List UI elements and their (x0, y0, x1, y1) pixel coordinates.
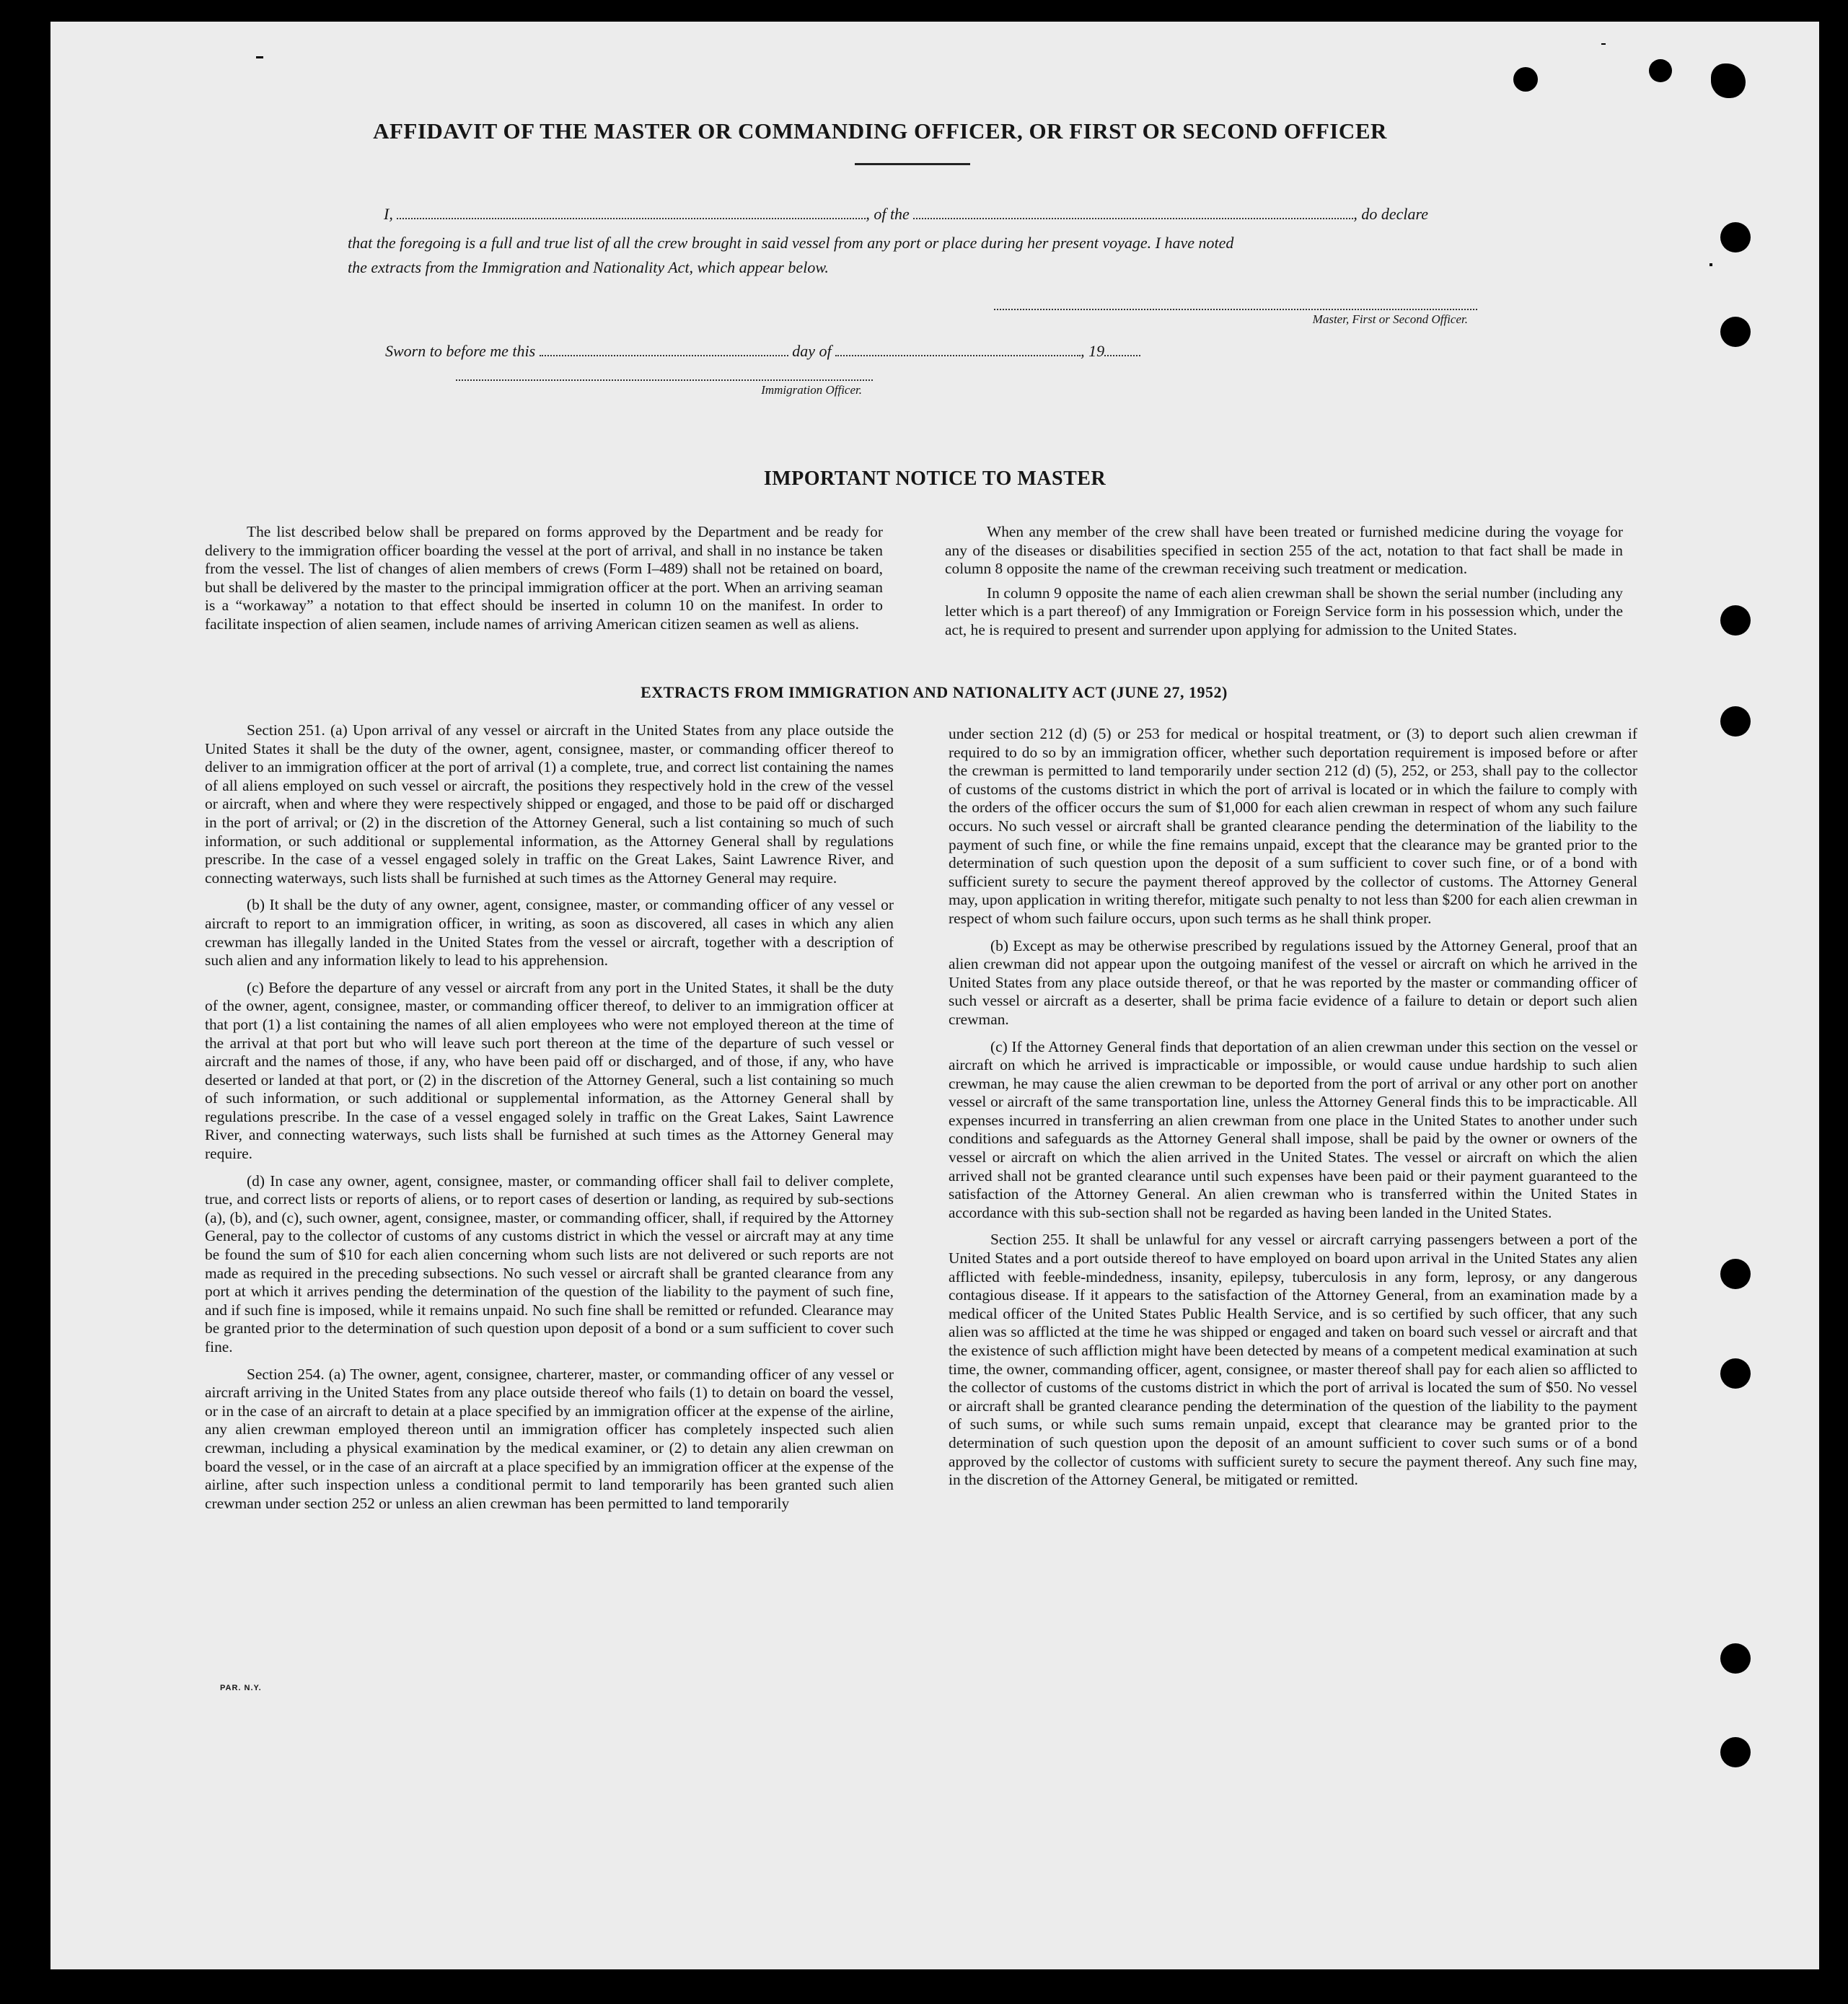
punch-hole (1711, 63, 1746, 98)
notice-paragraph: When any member of the crew shall have been treated or furnished medicine during the voyage for any of the diseases or disabilities specified in section 255 of the act, notation to that fact shall be made in column 8 opposite the name of the crewman receiving such treatment or medication. (945, 523, 1623, 578)
vessel-field[interactable] (913, 217, 1353, 219)
punch-hole (1720, 1737, 1751, 1767)
scan-speck (1710, 263, 1712, 266)
scan-speck (1601, 43, 1606, 45)
sworn-line (385, 339, 1323, 364)
declaration-prefix: I, (384, 205, 393, 223)
declaration-statement (348, 231, 1574, 280)
punch-hole (1720, 1358, 1751, 1389)
statement-line-2: the extracts from the Immigration and Nationality Act, which appear below. (348, 258, 829, 276)
section-254a-cont: under section 212 (d) (5) or 253 for medical or hospital treatment, or (3) to deport such alien crewman if required to do so by an immigration officer, whether such deportation requirement is imposed before or after the crewman is permitted to land temporarily under section 212 (d) (5), 252, or 253, shall pay to the collector of customs of the customs district in which the port of arrival is located or in which the failure to comply with the orders of the officer occurs the sum of $1,000 for each alien crewman in respect of whom any such failure occurs. No such vessel or aircraft shall be granted clearance pending the determination of the liability to the payment of such fine, or while the fine remains unpaid, except that the clearance may be granted prior to the determination of such question upon the deposit of a sum sufficient to cover such fine, or of a bond with sufficient surety to secure the payment thereof approved by the collector of customs. The Attorney General may, upon application in writing therefor, mitigate such penalty to not less than $200 for each alien crewman in respect of whom such failure occurs, upon such terms as he shall think proper. (949, 725, 1637, 927)
punch-hole (1649, 59, 1672, 82)
printer-mark: PAR. N.Y. (220, 1684, 262, 1692)
master-caption: Master, First or Second Officer. (1312, 312, 1468, 326)
statement-line-1: that the foregoing is a full and true list of all the crew brought in said vessel from any port or place during her present voyage. I have noted (348, 234, 1234, 252)
punch-hole (1720, 1259, 1751, 1289)
section-251b: (b) It shall be the duty of any owner, agent, consignee, master, or commanding officer of any vessel or aircraft to report to an immigration officer, in writing, as soon as discovered, all cases in which any alien crewman has illegally landed in the United States from the vessel or aircraft, together with a description of such alien and any information likely to lead to his apprehension. (205, 896, 894, 970)
master-signature-line[interactable] (994, 309, 1477, 310)
sworn-day-field[interactable] (540, 354, 788, 356)
notice-title: IMPORTANT NOTICE TO MASTER (763, 467, 1106, 490)
do-declare-label: , do declare (1353, 205, 1428, 223)
day-of-label: day of (792, 342, 832, 360)
declaration-line (384, 202, 1538, 227)
section-254c: (c) If the Attorney General finds that deportation of an alien crewman under this section on the vessel or aircraft on which he arrived is impracticable or impossible, or would cause undue hardship to such alien crewman, he may cause the alien crewman to be deported from the port of arrival or any other port on another vessel or aircraft of the same transportation line, unless the Attorney General finds this to be impracticable. All expenses incurred in transferring an alien crewman from one place in the United States to another under such conditions and safeguards as the Attorney General shall impose, shall be paid by the owner or owners of the vessel or aircraft on which the alien arrived in the United States. The vessel or aircraft on which the alien arrived shall not be granted clearance until such expenses have been paid or their payment guaranteed to the satisfaction of the Attorney General. An alien crewman who is transferred within the United States in accordance with this sub-section shall not be regarded as having been landed in the United States. (949, 1037, 1637, 1221)
section-254b: (b) Except as may be otherwise prescribed by regulations issued by the Attorney General, proof that an alien crewman did not appear upon the outgoing manifest of the vessel or aircraft on which he arrived in the United States from any place outside thereof, or that he was reported by the master or commanding officer of such vessel or aircraft as a deserter, shall be prima facie evidence of a failure to detain or deport such alien crewman. (949, 936, 1637, 1028)
punch-hole (1720, 706, 1751, 737)
section-251c: (c) Before the departure of any vessel or aircraft from any port in the United States, it shall be the duty of the owner, agent, consignee, master, or commanding officer thereof, to deliver to an immigration officer at that port (1) a list containing the names of all alien employees who were not employed thereon at the time of the arrival at that port but who will leave such port thereon at the time of the departure of such vessel or aircraft and the names of those, if any, who have been paid off or discharged, and of those, if any, who have deserted or landed at that port, or (2) in the discretion of the Attorney General, such a list containing so much of such information, or such additional or supplemental information, as the Attorney General shall by regulations prescribe. In the case of a vessel engaged solely in traffic on the Great Lakes, Saint Lawrence River, and connecting waterways, such lists shall be furnished at such times as the Attorney General may require. (205, 978, 894, 1163)
notice-right-column (945, 523, 1623, 649)
extracts-right-column (949, 725, 1637, 1498)
section-254a: Section 254. (a) The owner, agent, consignee, charterer, master, or commanding officer of any vessel or aircraft arriving in the United States from any place outside thereof who fails (1) to detain on board the vessel, or in the case of an aircraft to detain at a place specified by an immigration officer at the expense of the airline, any alien crewman employed thereon until an immigration officer has completely inspected such alien crewman, including a physical examination by the medical examiner, or (2) to detain any alien crewman on board the vessel, or in the case of an aircraft at a place specified by an immigration officer at the expense of the airline, after such inspection unless a conditional permit to land temporarily has been granted such alien crewman under section 252 or unless an alien crewman has been permitted to land temporarily (205, 1365, 894, 1512)
name-field[interactable] (397, 217, 866, 219)
section-251d: (d) In case any owner, agent, consignee, master, or commanding officer shall fail to deliver complete, true, and correct lists or reports of aliens, or to report cases of desertion or landing, as required by sub-sections (a), (b), and (c), such owner, agent, consignee, master, or commanding officer, shall, if required by the Attorney General, pay to the collector of customs of any customs district in which the vessel or aircraft may at any time be found the sum of $10 for each alien concerning whom such lists are not delivered or such reports are not made as required in the preceding subsections. No such vessel or aircraft shall be granted clearance from any port at which it arrives pending the determination of the question of the liability to the payment of such fine, and if such fine is imposed, while it remains unpaid. No such fine shall be remitted or refunded. Clearance may be granted prior to the determination of such question upon deposit of a bond or a sum sufficient to cover such fine. (205, 1172, 894, 1355)
document-page (50, 22, 1819, 1969)
officer-signature-line[interactable] (456, 379, 873, 381)
section-251a: Section 251. (a) Upon arrival of any vessel or aircraft in the United States from any place outside the United States it shall be the duty of the owner, agent, consignee, master, or commanding officer thereof to deliver to an immigration officer at the port of arrival (1) a complete, true, and correct list containing the names of all aliens employed on such vessel or aircraft, the positions they respectively hold in the crew of the vessel or aircraft, when and where they were respectively shipped or engaged, and those to be paid off or discharged in the port of arrival; or (2) in the discretion of the Attorney General, such a list containing so much of such information, or such additional or supplemental information, as the Attorney General shall by regulations prescribe. In the case of a vessel engaged solely in traffic on the Great Lakes, Saint Lawrence River, and connecting waterways, such lists shall be furnished at such times as the Attorney General may require. (205, 721, 894, 887)
notice-paragraph: The list described below shall be prepared on forms approved by the Department and be ready for delivery to the immigration officer boarding the vessel at the port of arrival, and shall in no instance be taken from the vessel. The list of changes of alien members of crews (Form I–489) shall not be retained on board, but shall be delivered by the master to the principal immigration officer at the port. When an arriving seaman is a “workaway” a notation to that effect should be inserted in column 10 on the manifest. In order to facilitate inspection of alien seamen, include names of arriving American citizen seamen as well as aliens. (205, 523, 883, 633)
title-rule (855, 163, 970, 165)
punch-hole (1513, 67, 1538, 92)
officer-caption: Immigration Officer. (761, 383, 862, 397)
scan-speck (256, 56, 263, 58)
punch-hole (1720, 605, 1751, 636)
extracts-left-column (205, 721, 894, 1521)
section-255: Section 255. It shall be unlawful for any vessel or aircraft carrying passengers between a port of the United States and a port outside thereof to have employed on board upon arrival in the United States any alien afflicted with feeble-mindedness, insanity, epilepsy, tuberculosis in any form, leprosy, or any dangerous contagious disease. If it appears to the satisfaction of the Attorney General, from an examination made by a medical officer of the United States Public Health Service, and is so certified by such officer, that any such alien was so afflicted at the time he was shipped or engaged and taken on board such vessel or aircraft and that the existence of such affliction might have been detected by means of a competent medical examination at such time, the owner, commanding officer, agent, consignee, or master thereof shall pay for each alien so afflicted to the collector of customs of the customs district in which the port of arrival is located the sum of $50. No vessel or aircraft shall be granted clearance pending the determination of the question of the liability to the payment of such sums, or while such sums remain unpaid, except that clearance may be granted prior to the determination of such question upon the deposit of an amount sufficient to cover such sums or of a bond approved by the collector of customs with sufficient surety to secure the payment thereof. Any such fine may, in the discretion of the Attorney General, be mitigated or remitted. (949, 1231, 1637, 1489)
punch-hole (1720, 1643, 1751, 1674)
year-prefix: , 19 (1081, 342, 1105, 360)
sworn-year-field[interactable] (1104, 354, 1140, 356)
affidavit-title: AFFIDAVIT OF THE MASTER OR COMMANDING OFFICER, OR FIRST OR SECOND OFFICER (373, 118, 1387, 144)
notice-left-column (205, 523, 883, 643)
punch-hole (1720, 222, 1751, 252)
of-the-label: , of the (866, 205, 910, 223)
notice-paragraph: In column 9 opposite the name of each alien crewman shall be shown the serial number (including any letter which is a part thereof) of any Immigration or Foreign Service form in his possession which, under the act, he is required to present and surrender upon applying for admission to the United States. (945, 584, 1623, 638)
sworn-month-field[interactable] (835, 354, 1081, 356)
punch-hole (1720, 317, 1751, 347)
sworn-prefix: Sworn to before me this (385, 342, 536, 360)
extracts-title: EXTRACTS FROM IMMIGRATION AND NATIONALITY ACT (JUNE 27, 1952) (641, 683, 1228, 701)
